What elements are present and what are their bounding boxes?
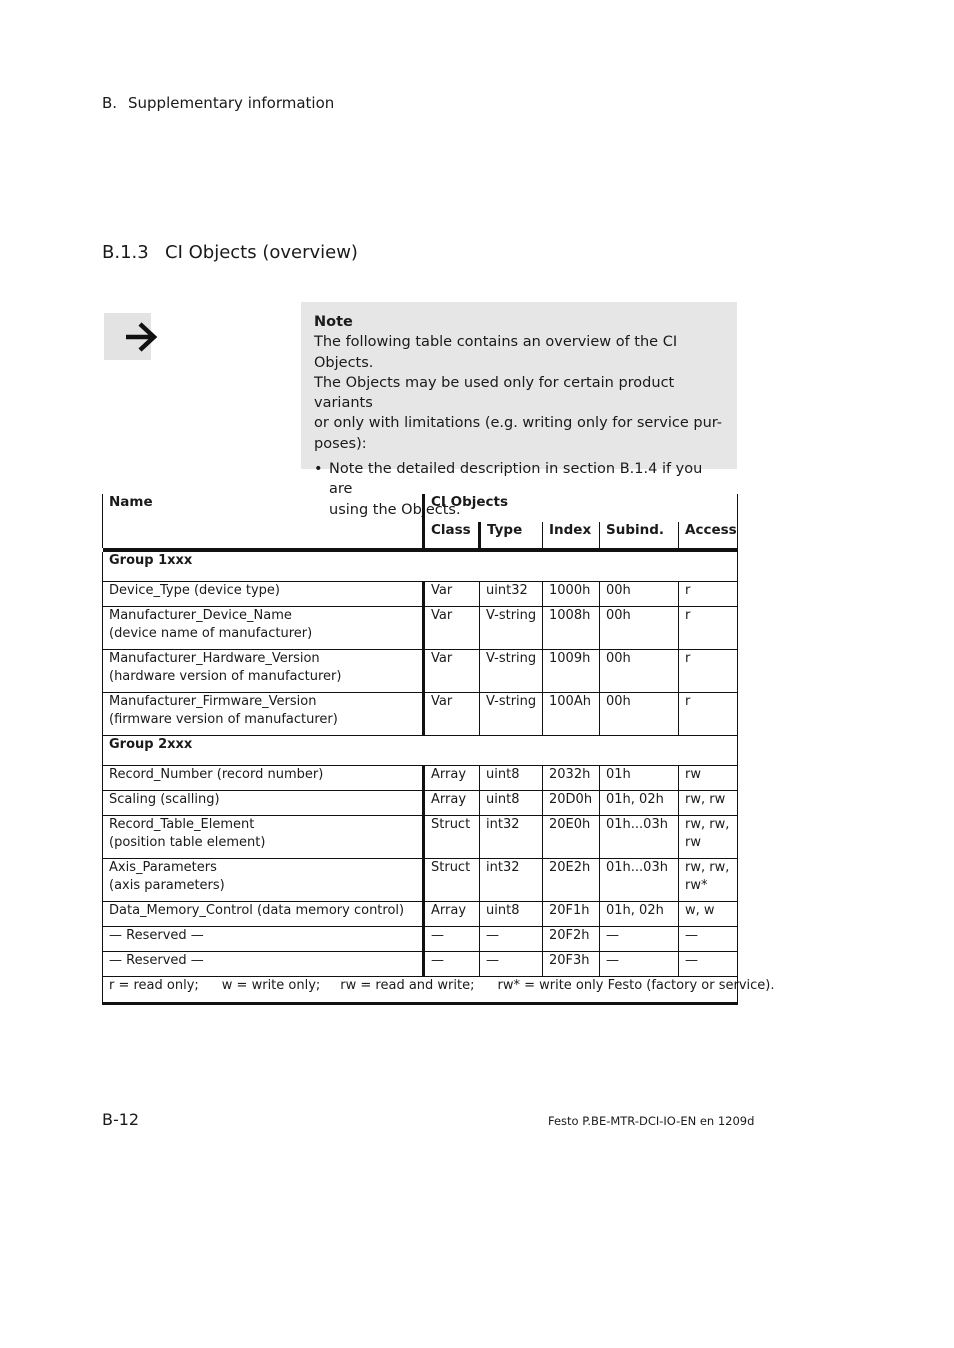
cell-name-line: Scaling (scalling)	[109, 792, 220, 807]
cell-class: Var	[424, 693, 480, 736]
page-number: B-12	[102, 1110, 140, 1129]
cell-access	[679, 650, 738, 693]
cell-access	[679, 927, 738, 952]
note-arrow-box	[104, 313, 151, 360]
table-row	[103, 693, 738, 736]
cell-index: 20F2h	[543, 927, 600, 952]
table-row	[103, 650, 738, 693]
cell-access-line: r	[685, 608, 691, 623]
cell-type: V-string	[480, 607, 543, 650]
cell-name	[103, 816, 424, 859]
cell-type: —	[480, 952, 543, 977]
cell-subind: 01h, 02h	[600, 791, 679, 816]
cell-subind: —	[600, 952, 679, 977]
table-row	[103, 766, 738, 791]
cell-subind: 01h...03h	[600, 816, 679, 859]
cell-type: V-string	[480, 650, 543, 693]
group-row	[103, 552, 738, 582]
cell-index: 2032h	[543, 766, 600, 791]
legend-w: w = write only;	[221, 978, 321, 993]
bullet-dot: •	[314, 461, 323, 478]
cell-subind: 01h...03h	[600, 859, 679, 902]
cell-access-line: w, w	[685, 903, 715, 918]
cell-name-line: Record_Number (record number)	[109, 767, 324, 782]
cell-type: uint8	[480, 791, 543, 816]
cell-index: 1009h	[543, 650, 600, 693]
note-line: The Objects may be used only for certain product variants	[314, 374, 675, 412]
cell-name-line: (device name of manufacturer)	[109, 625, 313, 641]
cell-index: 1008h	[543, 607, 600, 650]
col-header-name: Name	[103, 494, 424, 548]
cell-class: Array	[424, 791, 480, 816]
cell-type: uint8	[480, 766, 543, 791]
legend-rw: rw = read and write;	[340, 978, 475, 993]
cell-name	[103, 927, 424, 952]
legend-rw-star: rw* = write only Festo (factory or service).	[497, 978, 775, 993]
cell-access-line: r	[685, 583, 691, 598]
ci-objects-table	[102, 494, 775, 1005]
cell-access	[679, 902, 738, 927]
cell-name-line: Axis_Parameters	[109, 860, 217, 875]
table-row	[103, 859, 738, 902]
cell-access	[679, 816, 738, 859]
cell-access	[679, 791, 738, 816]
cell-name	[103, 766, 424, 791]
cell-subind: 00h	[600, 693, 679, 736]
cell-access-line: —	[685, 953, 698, 968]
legend-r: r = read only;	[109, 978, 199, 993]
col-header-subind: Subind.	[600, 522, 679, 548]
cell-access-line: —	[685, 928, 698, 943]
cell-name	[103, 791, 424, 816]
note-line: The following table contains an overview of the CI Objects.	[314, 334, 678, 371]
section-title: CI Objects (overview)	[165, 242, 358, 263]
cell-name-line: Manufacturer_Firmware_Version	[109, 694, 317, 709]
cell-name-line: (position table element)	[109, 834, 266, 850]
cell-index: 20F3h	[543, 952, 600, 977]
table-row	[103, 791, 738, 816]
cell-access	[679, 766, 738, 791]
cell-name-line: — Reserved —	[109, 928, 204, 943]
cell-access-line: r	[685, 651, 691, 666]
cell-type: —	[480, 927, 543, 952]
cell-name	[103, 859, 424, 902]
cell-subind: 00h	[600, 582, 679, 607]
cell-class: —	[424, 927, 480, 952]
col-header-ci-objects: CI Objects	[424, 494, 738, 522]
table-body	[103, 552, 738, 977]
cell-name	[103, 650, 424, 693]
cell-type: uint8	[480, 902, 543, 927]
cell-index: 1000h	[543, 582, 600, 607]
cell-index: 100Ah	[543, 693, 600, 736]
chapter-title: Supplementary information	[128, 94, 335, 112]
cell-name-line: Record_Table_Element	[109, 817, 255, 832]
section-heading	[102, 242, 358, 263]
note-bullet-line: Note the detailed description in section B.1.4 if you are	[329, 461, 703, 498]
section-number: B.1.3	[102, 242, 149, 263]
cell-access-line: rw*	[685, 877, 708, 893]
cell-access-line: rw, rw	[685, 792, 726, 807]
cell-name-line: Data_Memory_Control (data memory control)	[109, 903, 405, 918]
cell-class: —	[424, 952, 480, 977]
group-label: Group 2xxx	[103, 736, 738, 766]
cell-access-line: rw, rw,	[685, 860, 730, 875]
col-header-class: Class	[424, 522, 480, 548]
cell-name-line: (firmware version of manufacturer)	[109, 711, 338, 727]
cell-access-line: rw	[685, 834, 701, 850]
cell-access-line: rw, rw,	[685, 817, 730, 832]
col-header-index: Index	[543, 522, 600, 548]
cell-subind: —	[600, 927, 679, 952]
cell-name	[103, 952, 424, 977]
table-row	[103, 582, 738, 607]
table-legend	[103, 977, 775, 1004]
table-row	[103, 927, 738, 952]
cell-class: Var	[424, 607, 480, 650]
cell-class: Var	[424, 582, 480, 607]
chapter-number: B.	[102, 94, 118, 112]
cell-access-line: r	[685, 694, 691, 709]
note-bullet-line: using the Objects.	[329, 501, 461, 518]
cell-access-line: rw	[685, 767, 701, 782]
cell-name	[103, 607, 424, 650]
cell-subind: 00h	[600, 607, 679, 650]
cell-type: int32	[480, 816, 543, 859]
cell-name-line: (hardware version of manufacturer)	[109, 668, 342, 684]
cell-name-line: Manufacturer_Device_Name	[109, 608, 292, 623]
cell-name-line: Manufacturer_Hardware_Version	[109, 651, 320, 666]
table-row	[103, 952, 738, 977]
cell-index: 20E2h	[543, 859, 600, 902]
cell-class: Struct	[424, 859, 480, 902]
note-title: Note	[314, 314, 353, 330]
cell-class: Var	[424, 650, 480, 693]
cell-index: 20E0h	[543, 816, 600, 859]
cell-type: V-string	[480, 693, 543, 736]
cell-access	[679, 693, 738, 736]
cell-name	[103, 582, 424, 607]
table-row	[103, 607, 738, 650]
group-label: Group 1xxx	[103, 552, 738, 582]
cell-class: Struct	[424, 816, 480, 859]
cell-type: int32	[480, 859, 543, 902]
cell-access	[679, 859, 738, 902]
document-reference: Festo P.BE-MTR-DCI-IO-EN en 1209d	[548, 1114, 755, 1128]
cell-index: 20F1h	[543, 902, 600, 927]
table-row	[103, 816, 738, 859]
cell-subind: 00h	[600, 650, 679, 693]
note-line: poses):	[314, 435, 367, 452]
cell-name	[103, 902, 424, 927]
chapter-header	[102, 94, 334, 112]
note-box	[301, 302, 737, 518]
cell-class: Array	[424, 766, 480, 791]
cell-type: uint32	[480, 582, 543, 607]
note-line: or only with limitations (e.g. writing only for service pur-	[314, 415, 723, 432]
cell-index: 20D0h	[543, 791, 600, 816]
cell-access	[679, 607, 738, 650]
cell-access	[679, 582, 738, 607]
cell-subind: 01h, 02h	[600, 902, 679, 927]
right-arrow-icon	[122, 317, 162, 357]
cell-subind: 01h	[600, 766, 679, 791]
col-header-access: Access	[679, 522, 738, 548]
cell-name-line: (axis parameters)	[109, 877, 225, 893]
cell-name-line: Device_Type (device type)	[109, 583, 280, 598]
col-header-type: Type	[480, 522, 543, 548]
table-row	[103, 902, 738, 927]
cell-name	[103, 693, 424, 736]
cell-class: Array	[424, 902, 480, 927]
group-row	[103, 736, 738, 766]
cell-name-line: — Reserved —	[109, 953, 204, 968]
cell-access	[679, 952, 738, 977]
